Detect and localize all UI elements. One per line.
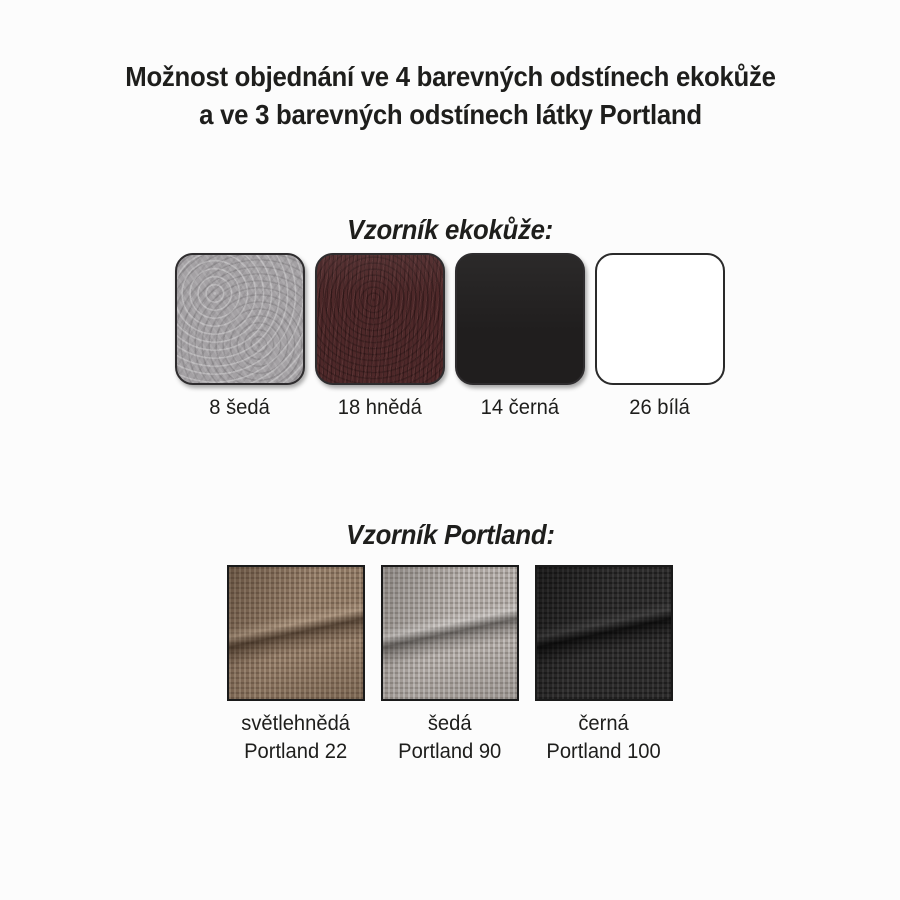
eco-swatch-label-black: 14 černá	[480, 396, 560, 419]
portland-swatch-cell-100	[535, 565, 673, 766]
eco-swatch-brown	[315, 253, 445, 385]
eco-swatch-cell-grey	[175, 253, 305, 421]
eco-swatch-black	[455, 253, 585, 385]
eco-swatch-label-white: 26 bílá	[629, 396, 691, 419]
eco-swatch-label-grey: 8 šedá	[209, 396, 271, 419]
eco-swatch-grey	[175, 253, 305, 385]
page-title-line2: a ve 3 barevných odstínech látky Portland	[198, 99, 702, 130]
eco-swatch-white	[595, 253, 725, 385]
portland-label-100-line1: černá	[578, 712, 630, 735]
portland-label-90-line1: šedá	[428, 712, 472, 735]
portland-swatch-90	[381, 565, 519, 701]
eco-swatch-label-brown: 18 hnědá	[337, 396, 423, 419]
eco-swatch-cell-white	[595, 253, 725, 421]
portland-swatch-cell-22	[227, 565, 365, 766]
eco-swatch-cell-black	[455, 253, 585, 421]
eco-swatch-row	[175, 253, 725, 421]
portland-label-22-line1: světlehnědá	[241, 712, 351, 735]
portland-swatch-label-90	[398, 710, 501, 766]
page-title-line1: Možnost objednání ve 4 barevných odstínech ekokůže	[124, 61, 776, 92]
eco-swatch-cell-brown	[315, 253, 445, 421]
portland-swatch-100	[535, 565, 673, 701]
portland-label-22-line2: Portland 22	[244, 740, 348, 763]
portland-swatch-cell-90	[381, 565, 519, 766]
portland-section-heading: Vzorník Portland:	[345, 519, 555, 550]
portland-swatch-row	[227, 565, 673, 766]
portland-label-100-line2: Portland 100	[546, 740, 662, 763]
portland-swatch-label-100	[547, 710, 661, 766]
portland-label-90-line2: Portland 90	[398, 740, 502, 763]
portland-swatch-label-22	[242, 710, 351, 766]
eco-section-heading: Vzorník ekokůže:	[346, 214, 554, 245]
page-title	[125, 58, 775, 134]
portland-swatch-22	[227, 565, 365, 701]
